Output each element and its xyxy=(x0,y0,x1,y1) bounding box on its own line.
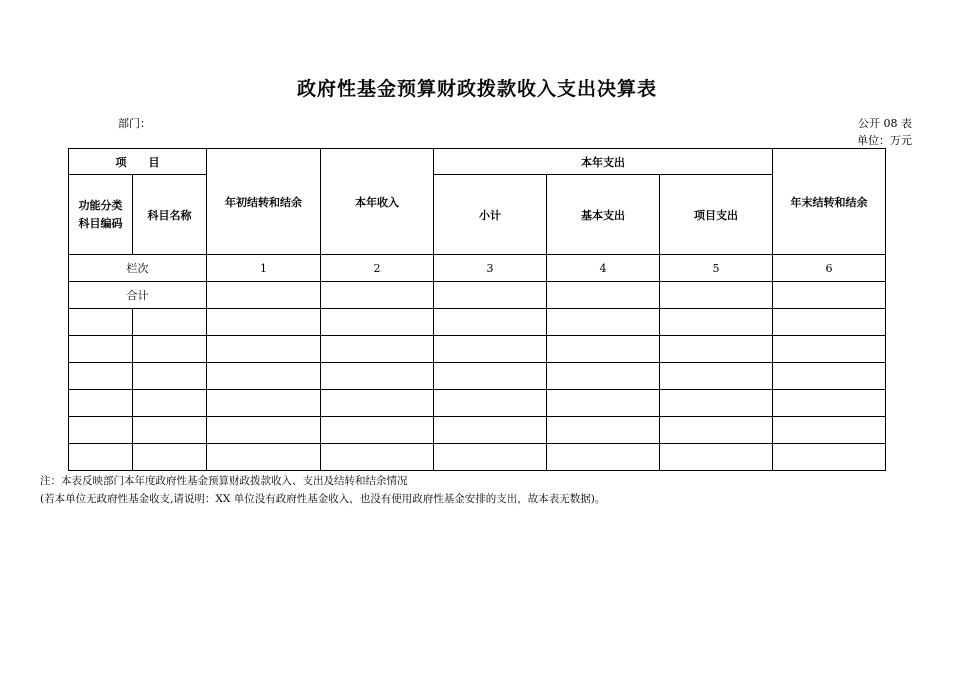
unit-label: 单位：万元 xyxy=(857,134,912,147)
table-cell xyxy=(773,444,886,471)
table-cell xyxy=(660,309,773,336)
table-cell xyxy=(434,336,547,363)
page-title: 政府性基金预算财政拨款收入支出决算表 xyxy=(296,78,657,100)
col-number-4: 4 xyxy=(547,255,660,282)
table-cell xyxy=(434,390,547,417)
table-cell xyxy=(69,336,133,363)
col-number-1: 1 xyxy=(207,255,321,282)
table-cell xyxy=(773,390,886,417)
table-cell xyxy=(773,417,886,444)
header-opening-balance: 年初结转和结余 xyxy=(207,149,321,255)
table-cell xyxy=(547,444,660,471)
table-row xyxy=(69,336,886,363)
table-cell xyxy=(773,309,886,336)
table-cell xyxy=(133,363,207,390)
table-cell xyxy=(133,444,207,471)
table-cell xyxy=(434,444,547,471)
total-cell xyxy=(207,282,321,309)
table-cell xyxy=(133,309,207,336)
header-current-income: 本年收入 xyxy=(321,149,434,255)
row-number-label: 栏次 xyxy=(69,255,207,282)
table-cell xyxy=(133,336,207,363)
table-cell xyxy=(660,336,773,363)
table-cell xyxy=(547,309,660,336)
table-cell xyxy=(660,363,773,390)
table-cell xyxy=(321,444,434,471)
table-row xyxy=(69,444,886,471)
col-number-5: 5 xyxy=(660,255,773,282)
col-number-2: 2 xyxy=(321,255,434,282)
table-cell xyxy=(69,417,133,444)
table-row xyxy=(69,390,886,417)
department-label: 部门： xyxy=(118,117,151,130)
table-cell xyxy=(660,390,773,417)
table-row xyxy=(69,309,886,336)
header-item: 项 目 xyxy=(69,149,207,175)
table-cell xyxy=(133,390,207,417)
table-cell xyxy=(434,309,547,336)
total-cell xyxy=(660,282,773,309)
table-row xyxy=(69,363,886,390)
table-cell xyxy=(207,444,321,471)
table-cell xyxy=(321,417,434,444)
table-cell xyxy=(773,363,886,390)
table-cell xyxy=(547,390,660,417)
table-cell xyxy=(434,363,547,390)
col-number-3: 3 xyxy=(434,255,547,282)
header-current-expenditure: 本年支出 xyxy=(434,149,773,175)
col-number-6: 6 xyxy=(773,255,886,282)
header-project-expenditure: 项目支出 xyxy=(660,175,773,255)
table-cell xyxy=(69,309,133,336)
total-cell xyxy=(434,282,547,309)
table-cell xyxy=(434,417,547,444)
total-cell xyxy=(773,282,886,309)
table-cell xyxy=(207,363,321,390)
table-cell xyxy=(69,363,133,390)
table-cell xyxy=(547,417,660,444)
table-cell xyxy=(207,417,321,444)
note-line-1: 注：本表反映部门本年度政府性基金预算财政拨款收入、支出及结转和结余情况 xyxy=(40,475,408,487)
total-label: 合计 xyxy=(69,282,207,309)
header-basic-expenditure: 基本支出 xyxy=(547,175,660,255)
table-cell xyxy=(660,444,773,471)
table-cell xyxy=(321,309,434,336)
table-cell xyxy=(547,336,660,363)
table-cell xyxy=(133,417,207,444)
table-cell xyxy=(69,444,133,471)
total-cell xyxy=(321,282,434,309)
header-subtotal: 小计 xyxy=(434,175,547,255)
table-cell xyxy=(207,390,321,417)
table-cell xyxy=(69,390,133,417)
header-closing-balance: 年末结转和结余 xyxy=(773,149,886,255)
total-cell xyxy=(547,282,660,309)
table-cell xyxy=(547,363,660,390)
table-cell xyxy=(660,417,773,444)
table-cell xyxy=(321,390,434,417)
table-cell xyxy=(321,363,434,390)
table-cell xyxy=(321,336,434,363)
table-cell xyxy=(773,336,886,363)
budget-table xyxy=(68,148,886,471)
form-number: 公开 08 表 xyxy=(858,117,912,130)
table-row xyxy=(69,417,886,444)
header-func-code: 功能分类科目编码 xyxy=(69,175,133,255)
header-subject-name: 科目名称 xyxy=(133,175,207,255)
table-cell xyxy=(207,336,321,363)
table-cell xyxy=(207,309,321,336)
note-line-2: (若本单位无政府性基金收支,请说明：XX 单位没有政府性基金收入，也没有使用政府性基金安排的支出，故本表无数据)。 xyxy=(40,493,606,505)
